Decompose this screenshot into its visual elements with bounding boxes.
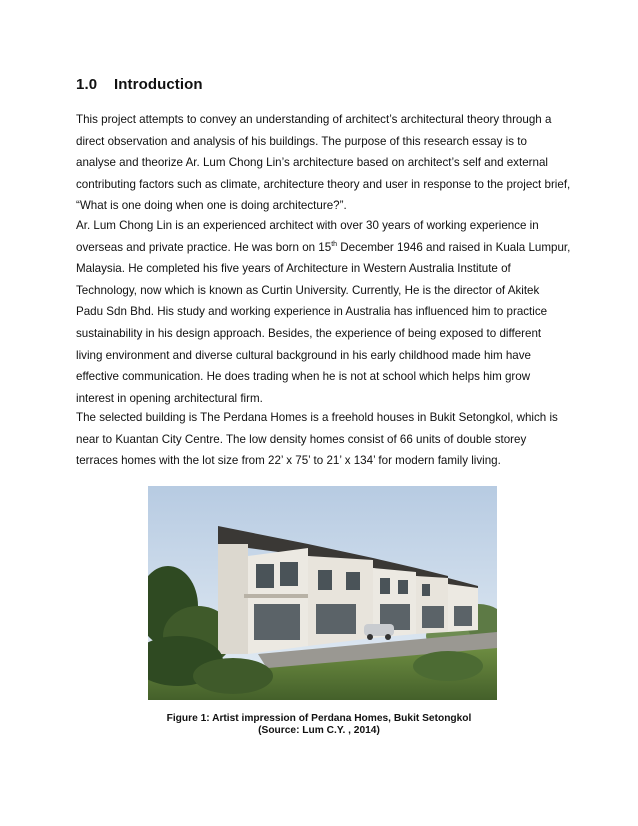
text-line: The selected building is The Perdana Homes is a freehold houses in Bukit Setongkol, which is (76, 411, 558, 424)
text-line: Technology, now which is known as Curtin University. Currently, He is the director of Akitek (76, 283, 540, 297)
section-number: 1.0 (76, 76, 98, 93)
paragraph-selected-building (76, 407, 564, 472)
text-segment: overseas and private practice. He was born on 15 (76, 240, 332, 254)
text-line: This project attempts to convey an understanding of architect’s architectural theory through a (76, 113, 552, 126)
text-line: effective communication. He does trading when he is not at school which helps him grow (76, 370, 531, 384)
paragraph-project-intro (76, 109, 571, 217)
text-line: sustainability in his design approach. Besides, the experience of being exposed to different (76, 326, 542, 340)
terrace-houses-illustration (148, 486, 497, 700)
text-line: Ar. Lum Chong Lin is an experienced architect with over 30 years of working experience in (76, 219, 539, 232)
section-heading (76, 76, 203, 93)
paragraph-architect-bio (76, 215, 571, 409)
text-line: Malaysia. He completed his five years of Architecture in Western Australia Institute of (76, 262, 511, 276)
text-line: Padu Sdn Bhd. His study and working experience in Australia has influenced him to practice (76, 305, 548, 319)
text-segment: December 1946 and raised in Kuala Lumpur, (337, 240, 571, 254)
figure-perdana-homes-image (148, 486, 497, 700)
figure-caption: Figure 1: Artist impression of Perdana Homes, Bukit Setongkol (166, 713, 472, 724)
text-line: living environment and diverse cultural background in his early childhood made him have (76, 348, 531, 362)
text-line: interest in opening architectural firm. (76, 391, 263, 405)
text-line: analyse and theorize Ar. Lum Chong Lin’s architecture based on architect’s self and external (76, 156, 548, 170)
text-line: near to Kuantan City Centre. The low density homes consist of 66 units of double storey (76, 432, 527, 446)
ordinal-suffix: th (331, 240, 338, 248)
figure-source: (Source: Lum C.Y. , 2014) (258, 725, 380, 736)
text-line: “What is one doing when one is doing architecture?”. (76, 199, 347, 213)
text-line: direct observation and analysis of his buildings. The purpose of this research essay is to (76, 134, 527, 148)
section-title: Introduction (114, 76, 203, 93)
text-line (76, 237, 571, 259)
text-line: contributing factors such as climate, architecture theory and user in response to the project brief, (76, 177, 571, 191)
text-line: terraces homes with the lot size from 22’ x 75’ to 21’ x 134’ for modern family living. (76, 454, 501, 468)
